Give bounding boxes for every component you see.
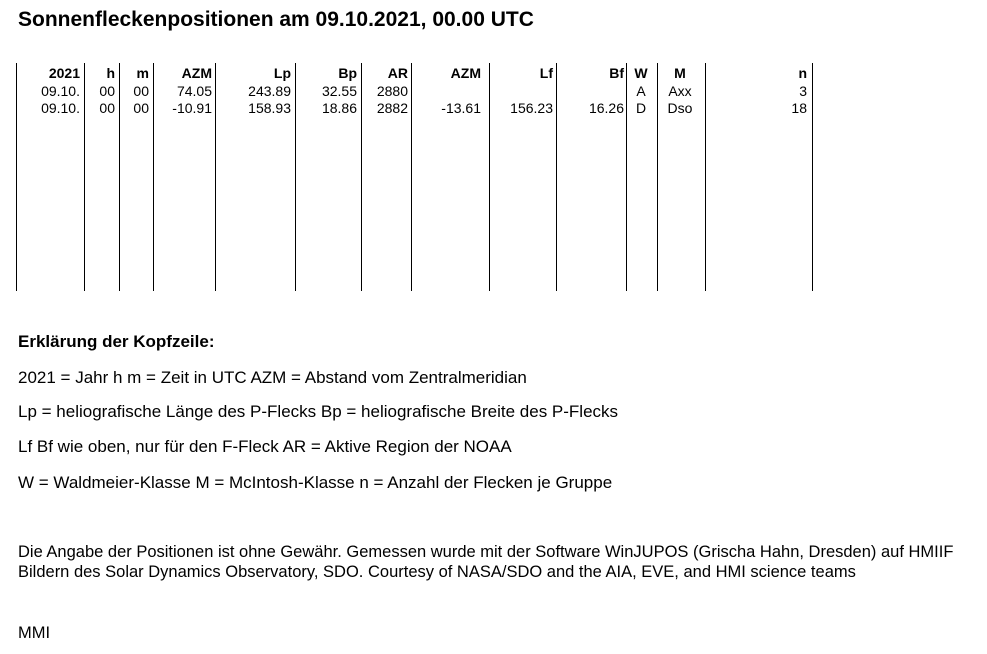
explanation-line: 2021 = Jahr h m = Zeit in UTC AZM = Abstand vom Zentralmeridian (18, 368, 527, 387)
column-divider (84, 63, 85, 291)
column-divider (556, 63, 557, 291)
header-azm-p: AZM (181, 65, 212, 81)
row1-ar: 2880 (376, 83, 408, 99)
column-divider (119, 63, 120, 291)
row2-lf: 156.23 (510, 100, 553, 116)
row2-minute: 00 (133, 100, 149, 116)
signature: MMI (18, 624, 51, 642)
header-azm-f: AZM (450, 65, 481, 81)
row2-ar: 2882 (376, 100, 408, 116)
header-lf: Lf (539, 65, 553, 81)
header-ar: AR (387, 65, 408, 81)
row2-waldmeier: D (635, 100, 647, 116)
column-divider (215, 63, 216, 291)
header-year: 2021 (48, 65, 80, 81)
column-divider (361, 63, 362, 291)
header-waldmeier: W (634, 65, 648, 81)
row2-lp: 158.93 (248, 100, 291, 116)
column-divider (295, 63, 296, 291)
row2-date: 09.10. (41, 100, 80, 116)
row1-bp: 32.55 (321, 83, 357, 99)
row1-lp: 243.89 (248, 83, 291, 99)
row1-azm-p: 74.05 (176, 83, 212, 99)
header-mcintosh: M (674, 65, 686, 81)
row1-mcintosh: Axx (668, 83, 692, 99)
table-right-border (812, 63, 813, 291)
column-divider (489, 63, 490, 291)
column-divider (657, 63, 658, 291)
header-minute: m (136, 65, 149, 81)
column-divider (705, 63, 706, 291)
column-divider (411, 63, 412, 291)
row2-azm-f: -13.61 (441, 100, 481, 116)
row2-count: 18 (791, 100, 807, 116)
row1-date: 09.10. (41, 83, 80, 99)
row1-hour: 00 (99, 83, 115, 99)
header-hour: h (106, 65, 115, 81)
table-left-border (16, 63, 17, 291)
page-title: Sonnenfleckenpositionen am 09.10.2021, 00.00 UTC (18, 8, 534, 31)
header-count: n (798, 65, 807, 81)
row1-waldmeier: A (636, 83, 646, 99)
row1-count: 3 (799, 83, 807, 99)
sunspot-table (16, 63, 816, 291)
row1-minute: 00 (133, 83, 149, 99)
explanation-line: Lf Bf wie oben, nur für den F-Fleck AR = Aktive Region der NOAA (18, 437, 512, 456)
row2-bf: 16.26 (588, 100, 624, 116)
row2-azm-p: -10.91 (172, 100, 212, 116)
header-lp: Lp (273, 65, 291, 81)
explanation-line: Lp = heliografische Länge des P-Flecks Bp = heliografische Breite des P-Flecks (18, 402, 619, 421)
column-divider (626, 63, 627, 291)
header-bp: Bp (338, 65, 357, 81)
explanation-line: W = Waldmeier-Klasse M = McIntosh-Klasse n = Anzahl der Flecken je Gruppe (18, 473, 613, 492)
row2-hour: 00 (99, 100, 115, 116)
row2-bp: 18.86 (321, 100, 357, 116)
column-divider (153, 63, 154, 291)
disclaimer-note: Die Angabe der Positionen ist ohne Gewähr. Gemessen wurde mit der Software WinJUPOS (Grischa Hahn, Dresden) auf HMIIF Bildern des Solar Dynamics Observatory, SDO. Courtesy of NASA/SDO and the AIA, EVE, and HMI science teams (18, 543, 954, 581)
explanation-heading: Erklärung der Kopfzeile: (18, 332, 215, 351)
row2-mcintosh: Dso (667, 100, 693, 116)
header-bf: Bf (609, 65, 624, 81)
